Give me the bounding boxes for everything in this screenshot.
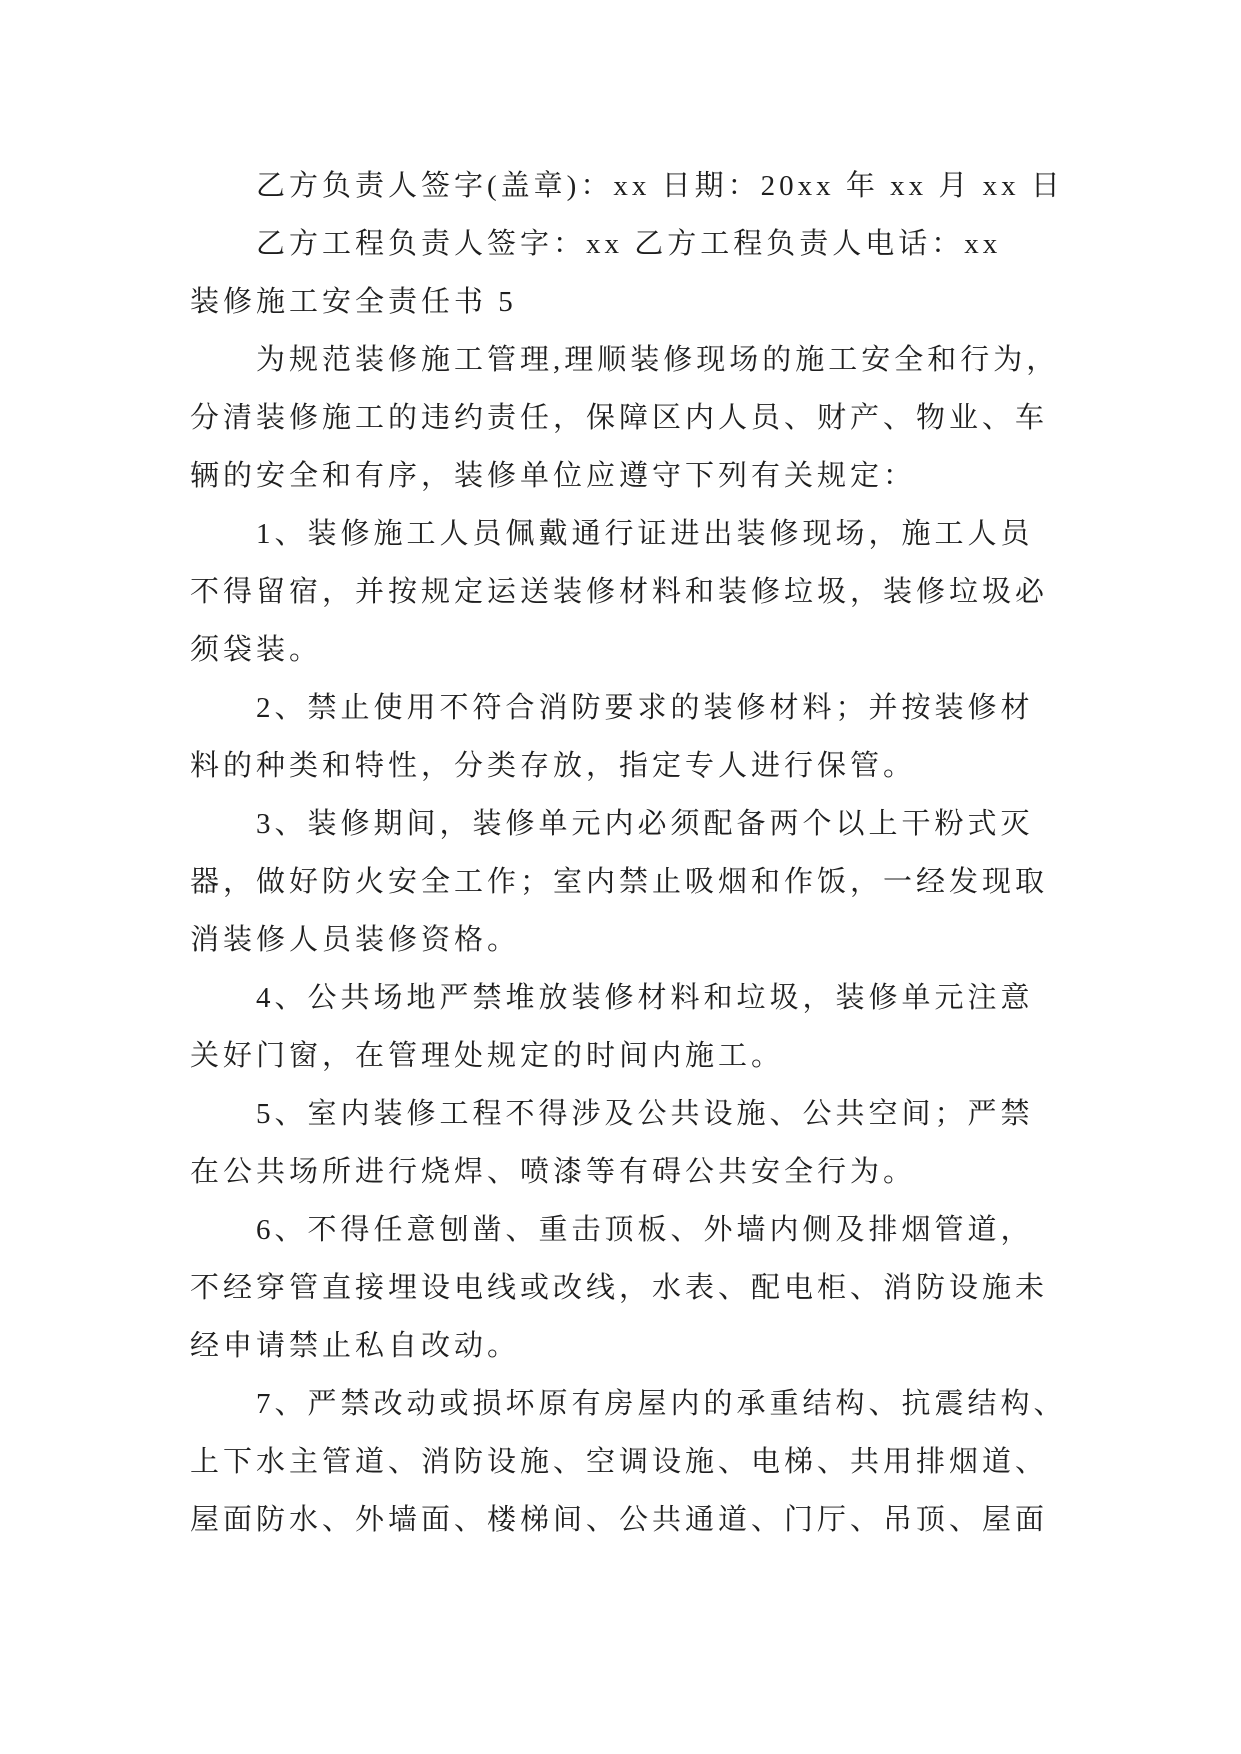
text-line: 分清装修施工的违约责任，保障区内人员、财产、物业、车 xyxy=(190,402,1049,434)
rule-item-5 xyxy=(190,1085,1090,1201)
signature-block xyxy=(190,157,1090,273)
rule-item-1 xyxy=(190,505,1090,679)
rule-item-2 xyxy=(190,679,1090,795)
text-line: 2、禁止使用不符合消防要求的装修材料；并按装修材 xyxy=(256,692,1034,724)
text-line: 辆的安全和有序，装修单位应遵守下列有关规定： xyxy=(190,460,917,492)
signature-line-engineer: 乙方工程负责人签字：xx 乙方工程负责人电话：xx xyxy=(256,228,1002,260)
text-line: 3、装修期间，装修单元内必须配备两个以上干粉式灭 xyxy=(256,808,1034,840)
section-title xyxy=(190,273,1090,331)
text-line: 4、公共场地严禁堆放装修材料和垃圾，装修单元注意 xyxy=(256,982,1034,1014)
text-line: 7、严禁改动或损坏原有房屋内的承重结构、抗震结构、 xyxy=(256,1388,1067,1420)
text-line: 6、不得任意刨凿、重击顶板、外墙内侧及排烟管道， xyxy=(256,1214,1034,1246)
section-title-text: 装修施工安全责任书 5 xyxy=(190,286,517,318)
text-line: 不经穿管直接埋设电线或改线，水表、配电柜、消防设施未 xyxy=(190,1272,1049,1304)
text-line: 上下水主管道、消防设施、空调设施、电梯、共用排烟道、 xyxy=(190,1446,1049,1478)
text-line: 5、室内装修工程不得涉及公共设施、公共空间；严禁 xyxy=(256,1098,1034,1130)
intro-paragraph xyxy=(190,331,1090,505)
rule-item-3 xyxy=(190,795,1090,969)
text-line: 须袋装。 xyxy=(190,634,323,666)
signature-line-party-b: 乙方负责人签字(盖章)：xx 日期：20xx 年 xx 月 xx 日 xyxy=(256,170,1064,202)
document-body xyxy=(190,157,1090,1549)
text-line: 屋面防水、外墙面、楼梯间、公共通道、门厅、吊顶、屋面 xyxy=(190,1504,1049,1536)
rule-item-4 xyxy=(190,969,1090,1085)
text-line: 料的种类和特性，分类存放，指定专人进行保管。 xyxy=(190,750,917,782)
text-line: 关好门窗，在管理处规定的时间内施工。 xyxy=(190,1040,785,1072)
text-line: 1、装修施工人员佩戴通行证进出装修现场，施工人员 xyxy=(256,518,1034,550)
text-line: 器，做好防火安全工作；室内禁止吸烟和作饭，一经发现取 xyxy=(190,866,1049,898)
text-line: 为规范装修施工管理,理顺装修现场的施工安全和行为， xyxy=(256,344,1060,376)
text-line: 经申请禁止私自改动。 xyxy=(190,1330,521,1362)
text-line: 不得留宿，并按规定运送装修材料和装修垃圾，装修垃圾必 xyxy=(190,576,1049,608)
rule-item-7 xyxy=(190,1375,1090,1549)
rule-item-6 xyxy=(190,1201,1090,1375)
text-line: 在公共场所进行烧焊、喷漆等有碍公共安全行为。 xyxy=(190,1156,917,1188)
text-line: 消装修人员装修资格。 xyxy=(190,924,521,956)
